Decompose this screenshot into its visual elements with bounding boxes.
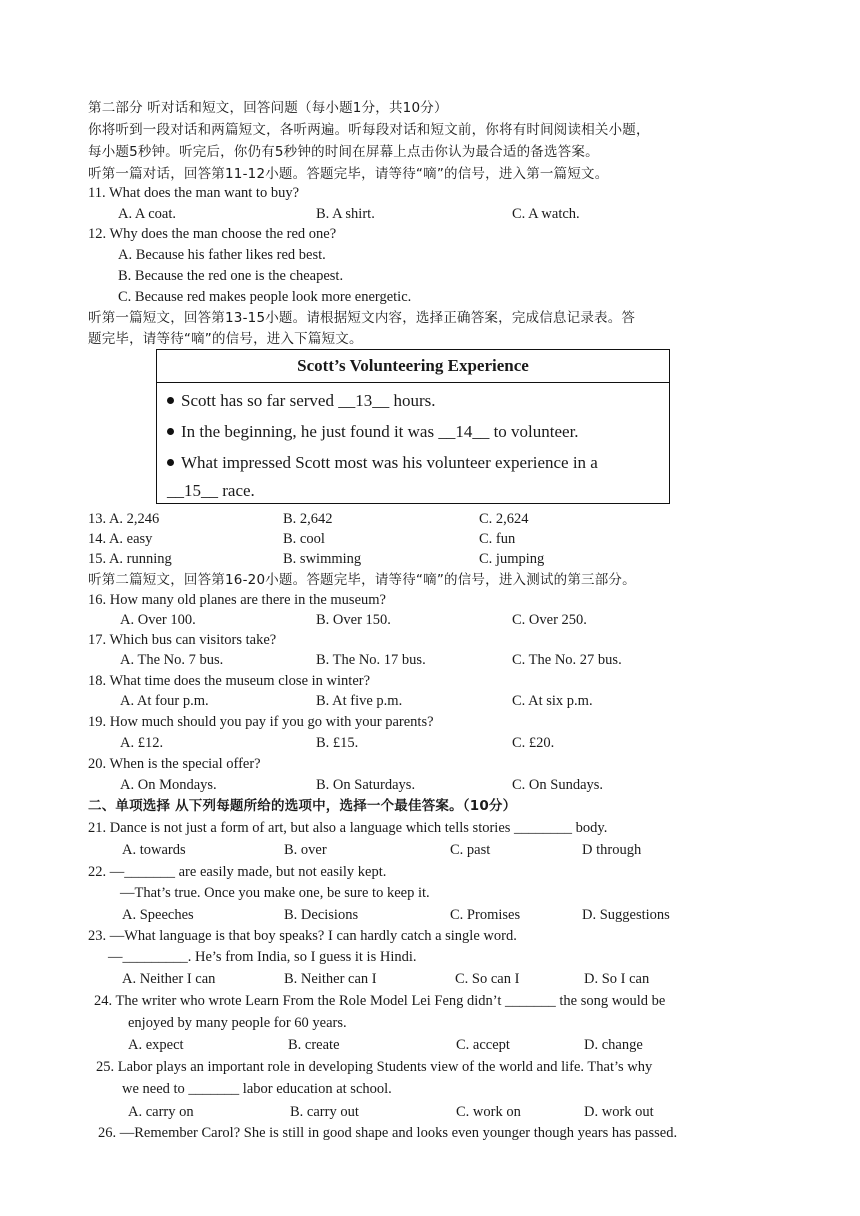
question-23-option-d: D. So I can [584, 971, 650, 987]
section2-instruction-2: 每小题5秒钟。听完后，你仍有5秒钟的时间在屏幕上点击你认为最合适的备选答案。 [88, 144, 599, 160]
question-22-option-c: C. Promises [450, 907, 521, 923]
passage2-instruction: 听第二篇短文，回答第16-20小题。答题完毕，请等待“嘀”的信号，进入测试的第三部分。 [88, 572, 636, 588]
question-16-option-a: A. Over 100. [120, 612, 196, 628]
info-record-table [156, 349, 670, 504]
question-19-option-c: C. £20. [512, 735, 555, 751]
question-14-option-a: 14. A. easy [88, 531, 153, 547]
table-bullet-1-text: Scott has so far served __13__ hours. [181, 391, 436, 410]
question-17-option-c: C. The No. 27 bus. [512, 652, 622, 668]
question-23-stem: 23. —What language is that boy speaks? I can hardly catch a single word. [88, 928, 517, 944]
table-title: Scott’s Volunteering Experience [157, 350, 669, 383]
question-25-option-a: A. carry on [128, 1104, 194, 1120]
table-bullet-3-continued: __15__ race. [167, 481, 255, 500]
question-16-stem: 16. How many old planes are there in the museum? [88, 592, 386, 608]
question-19-option-a: A. £12. [120, 735, 164, 751]
table-bullet-3 [167, 452, 598, 474]
single-choice-heading: 二、单项选择 从下列每题所给的选项中，选择一个最佳答案。（10分） [88, 798, 517, 814]
question-15-option-b: B. swimming [283, 551, 362, 567]
question-19-stem: 19. How much should you pay if you go with your parents? [88, 714, 434, 730]
question-11-option-a: A. A coat. [118, 206, 176, 222]
question-19-option-b: B. £15. [316, 735, 359, 751]
question-18-stem: 18. What time does the museum close in winter? [88, 673, 371, 689]
question-23-option-a: A. Neither I can [122, 971, 216, 987]
question-12-stem: 12. Why does the man choose the red one? [88, 226, 337, 242]
question-18-option-c: C. At six p.m. [512, 693, 593, 709]
question-13-option-a: 13. A. 2,246 [88, 511, 160, 527]
question-14-option-c: C. fun [479, 531, 516, 547]
question-24-option-d: D. change [584, 1037, 643, 1053]
question-22-option-d: D. Suggestions [582, 907, 670, 923]
question-22-response: —That’s true. Once you make one, be sure to keep it. [120, 885, 430, 901]
question-20-stem: 20. When is the special offer? [88, 756, 261, 772]
question-23-option-c: C. So can I [455, 971, 520, 987]
question-15-option-a: 15. A. running [88, 551, 172, 567]
question-24-stem: 24. The writer who wrote Learn From the Role Model Lei Feng didn’t _______ the song would be [94, 993, 666, 1009]
bullet-dot-icon [167, 397, 174, 404]
question-22-stem: 22. —_______ are easily made, but not easily kept. [88, 864, 387, 880]
question-25-stem-continued: we need to _______ labor education at school. [122, 1081, 392, 1097]
question-13-option-c: C. 2,624 [479, 511, 529, 527]
question-21-stem: 21. Dance is not just a form of art, but also a language which tells stories ________ body. [88, 820, 608, 836]
question-25-stem: 25. Labor plays an important role in developing Students view of the world and life. That’s why [96, 1059, 653, 1075]
question-24-option-a: A. expect [128, 1037, 184, 1053]
question-22-option-b: B. Decisions [284, 907, 359, 923]
question-21-option-c: C. past [450, 842, 491, 858]
question-22-option-a: A. Speeches [122, 907, 194, 923]
question-25-option-b: B. carry out [290, 1104, 359, 1120]
question-25-option-d: D. work out [584, 1104, 654, 1120]
question-20-option-b: B. On Saturdays. [316, 777, 416, 793]
question-14-option-b: B. cool [283, 531, 325, 547]
question-12-option-c: C. Because red makes people look more energetic. [118, 289, 412, 305]
table-bullet-2-text: In the beginning, he just found it was __14__ to volunteer. [181, 422, 579, 441]
table-bullet-3-text: What impressed Scott most was his volunteer experience in a [181, 453, 598, 472]
bullet-dot-icon [167, 459, 174, 466]
question-20-option-c: C. On Sundays. [512, 777, 604, 793]
dialogue-instruction: 听第一篇对话，回答第11-12小题。答题完毕，请等待“嘀”的信号，进入第一篇短文。 [88, 166, 609, 182]
passage1-instruction-1: 听第一篇短文，回答第13-15小题。请根据短文内容，选择正确答案，完成信息记录表。答 [88, 310, 636, 326]
table-bullet-1 [167, 390, 436, 412]
question-24-stem-continued: enjoyed by many people for 60 years. [128, 1015, 347, 1031]
question-17-stem: 17. Which bus can visitors take? [88, 632, 277, 648]
question-16-option-b: B. Over 150. [316, 612, 391, 628]
question-23-response: —_________. He’s from India, so I guess it is Hindi. [108, 949, 417, 965]
question-26-stem: 26. —Remember Carol? She is still in good shape and looks even younger though years has passed. [98, 1125, 678, 1141]
question-16-option-c: C. Over 250. [512, 612, 587, 628]
question-20-option-a: A. On Mondays. [120, 777, 217, 793]
question-12-option-b: B. Because the red one is the cheapest. [118, 268, 344, 284]
question-24-option-b: B. create [288, 1037, 340, 1053]
question-21-option-a: A. towards [122, 842, 186, 858]
question-17-option-b: B. The No. 17 bus. [316, 652, 426, 668]
question-25-option-c: C. work on [456, 1104, 521, 1120]
question-11-option-c: C. A watch. [512, 206, 580, 222]
section2-heading: 第二部分 听对话和短文，回答问题（每小题1分，共10分） [88, 100, 448, 116]
question-24-option-c: C. accept [456, 1037, 510, 1053]
question-21-option-b: B. over [284, 842, 327, 858]
question-11-stem: 11. What does the man want to buy? [88, 185, 300, 201]
bullet-dot-icon [167, 428, 174, 435]
question-12-option-a: A. Because his father likes red best. [118, 247, 326, 263]
question-23-option-b: B. Neither can I [284, 971, 377, 987]
question-15-option-c: C. jumping [479, 551, 545, 567]
question-21-option-d: D through [582, 842, 642, 858]
passage1-instruction-2: 题完毕，请等待“嘀”的信号，进入下篇短文。 [88, 331, 363, 347]
question-17-option-a: A. The No. 7 bus. [120, 652, 224, 668]
section2-instruction-1: 你将听到一段对话和两篇短文，各听两遍。听每段对话和短文前，你将有时间阅读相关小题， [88, 122, 650, 138]
question-18-option-a: A. At four p.m. [120, 693, 209, 709]
question-13-option-b: B. 2,642 [283, 511, 333, 527]
table-bullet-2 [167, 421, 579, 443]
question-18-option-b: B. At five p.m. [316, 693, 403, 709]
question-11-option-b: B. A shirt. [316, 206, 375, 222]
